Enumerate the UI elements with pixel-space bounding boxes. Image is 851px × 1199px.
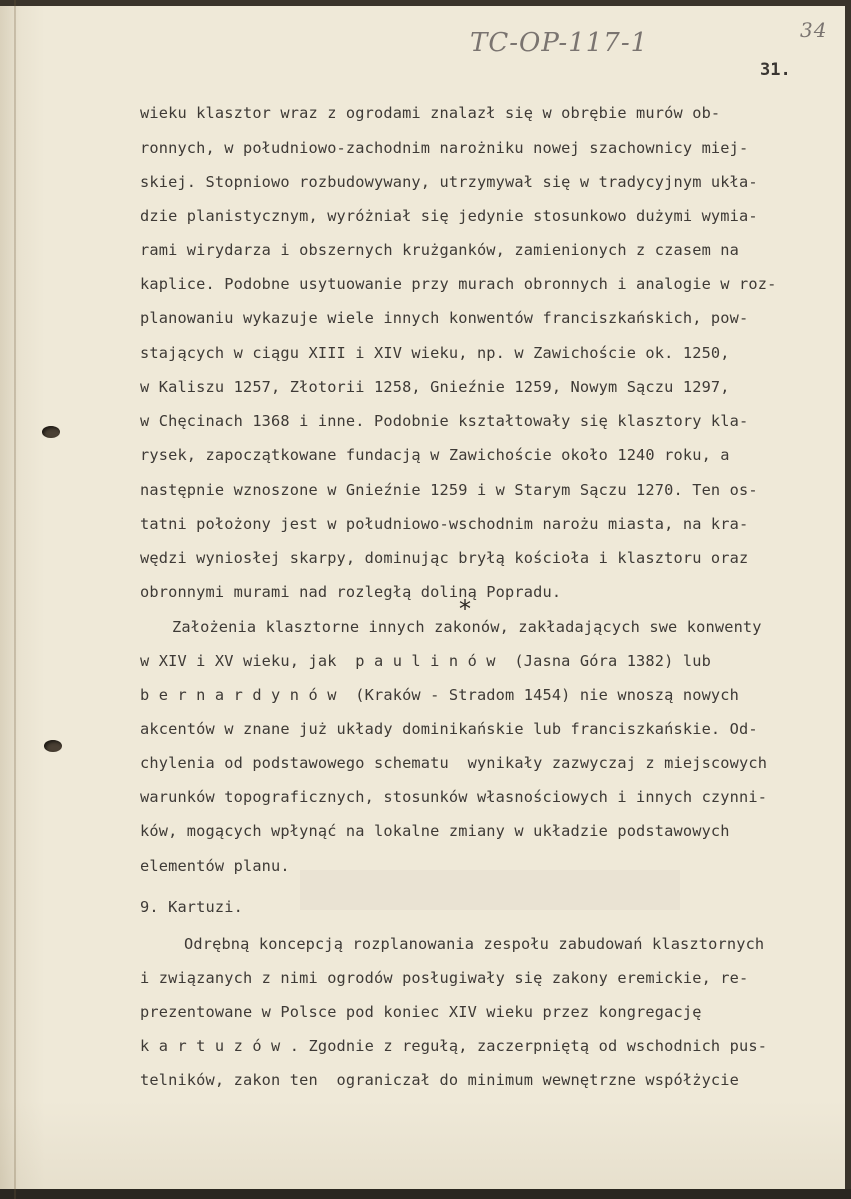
text-line: dzie planistycznym, wyróżniał się jedynie stosunkowo dużymi wymia- xyxy=(140,207,758,225)
folio-number: 34 xyxy=(800,18,828,42)
text-line: wieku klasztor wraz z ogrodami znalazł się w obrębie murów ob- xyxy=(140,104,721,122)
asterisk-mark: * xyxy=(459,595,471,623)
punch-hole-bottom xyxy=(44,740,62,752)
punch-hole-top xyxy=(42,426,60,438)
text-line: elementów planu. xyxy=(140,857,290,875)
text-line: w Kaliszu 1257, Złotorii 1258, Gnieźnie 1259, Nowym Sączu 1297, xyxy=(140,378,730,396)
text-line: stających w ciągu XIII i XIV wieku, np. w Zawichoście ok. 1250, xyxy=(140,344,730,362)
text-line: wędzi wyniosłej skarpy, dominując bryłą kościoła i klasztoru oraz xyxy=(140,549,749,567)
binding-fold xyxy=(14,0,16,1199)
page-number: 31. xyxy=(760,60,791,80)
text-line: ków, mogących wpłynąć na lokalne zmiany w układzie podstawowych xyxy=(140,822,730,840)
text-line: w XIV i XV wieku, jak p a u l i n ó w (Jasna Góra 1382) lub xyxy=(140,652,711,670)
text-line: kaplice. Podobne usytuowanie przy murach obronnych i analogie w roz- xyxy=(140,275,777,293)
text-line: i związanych z nimi ogrodów posługiwały się zakony eremickie, re- xyxy=(140,969,749,987)
archive-mark: TC-OP-117-1 xyxy=(470,28,649,58)
faint-bleed-through xyxy=(300,870,680,910)
text-line: następnie wznoszone w Gnieźnie 1259 i w Starym Sączu 1270. Ten os- xyxy=(140,481,758,499)
text-line: warunków topograficznych, stosunków własnościowych i innych czynni- xyxy=(140,788,768,806)
text-line: telników, zakon ten ograniczał do minimum wewnętrzne współżycie xyxy=(140,1071,740,1089)
text-line: akcentów w znane już układy dominikańskie lub franciszkańskie. Od- xyxy=(140,720,758,738)
text-line: Odrębną koncepcją rozplanowania zespołu zabudowań klasztornych xyxy=(184,935,765,953)
text-line: w Chęcinach 1368 i inne. Podobnie kształtowały się klasztory kla- xyxy=(140,412,749,430)
section-heading: 9. Kartuzi. xyxy=(140,898,243,916)
text-line: prezentowane w Polsce pod koniec XIV wieku przez kongregację xyxy=(140,1003,702,1021)
scan-edge-bottom xyxy=(0,1189,851,1199)
text-line: k a r t u z ó w . Zgodnie z regułą, zaczerpniętą od wschodnich pus- xyxy=(140,1037,768,1055)
text-line: rysek, zapoczątkowane fundacją w Zawichoście około 1240 roku, a xyxy=(140,446,730,464)
text-line: ronnych, w południowo-zachodnim narożniku nowej szachownicy miej- xyxy=(140,139,749,157)
scan-edge-top xyxy=(0,0,851,6)
text-line: rami wirydarza i obszernych krużganków, zamienionych z czasem na xyxy=(140,241,740,259)
text-line: planowaniu wykazuje wiele innych konwentów franciszkańskich, pow- xyxy=(140,309,749,327)
scan-edge-right xyxy=(845,0,851,1199)
text-line: b e r n a r d y n ó w (Kraków - Stradom 1454) nie wnoszą nowych xyxy=(140,686,740,704)
text-line: obronnymi murami nad rozległą doliną Popradu. xyxy=(140,583,562,601)
text-line: tatni położony jest w południowo-wschodnim narożu miasta, na kra- xyxy=(140,515,749,533)
text-line: chylenia od podstawowego schematu wynikały zazwyczaj z miejscowych xyxy=(140,754,768,772)
text-line: Założenia klasztorne innych zakonów, zakładających swe konwenty xyxy=(172,618,762,636)
text-line: skiej. Stopniowo rozbudowywany, utrzymywał się w tradycyjnym ukła- xyxy=(140,173,758,191)
